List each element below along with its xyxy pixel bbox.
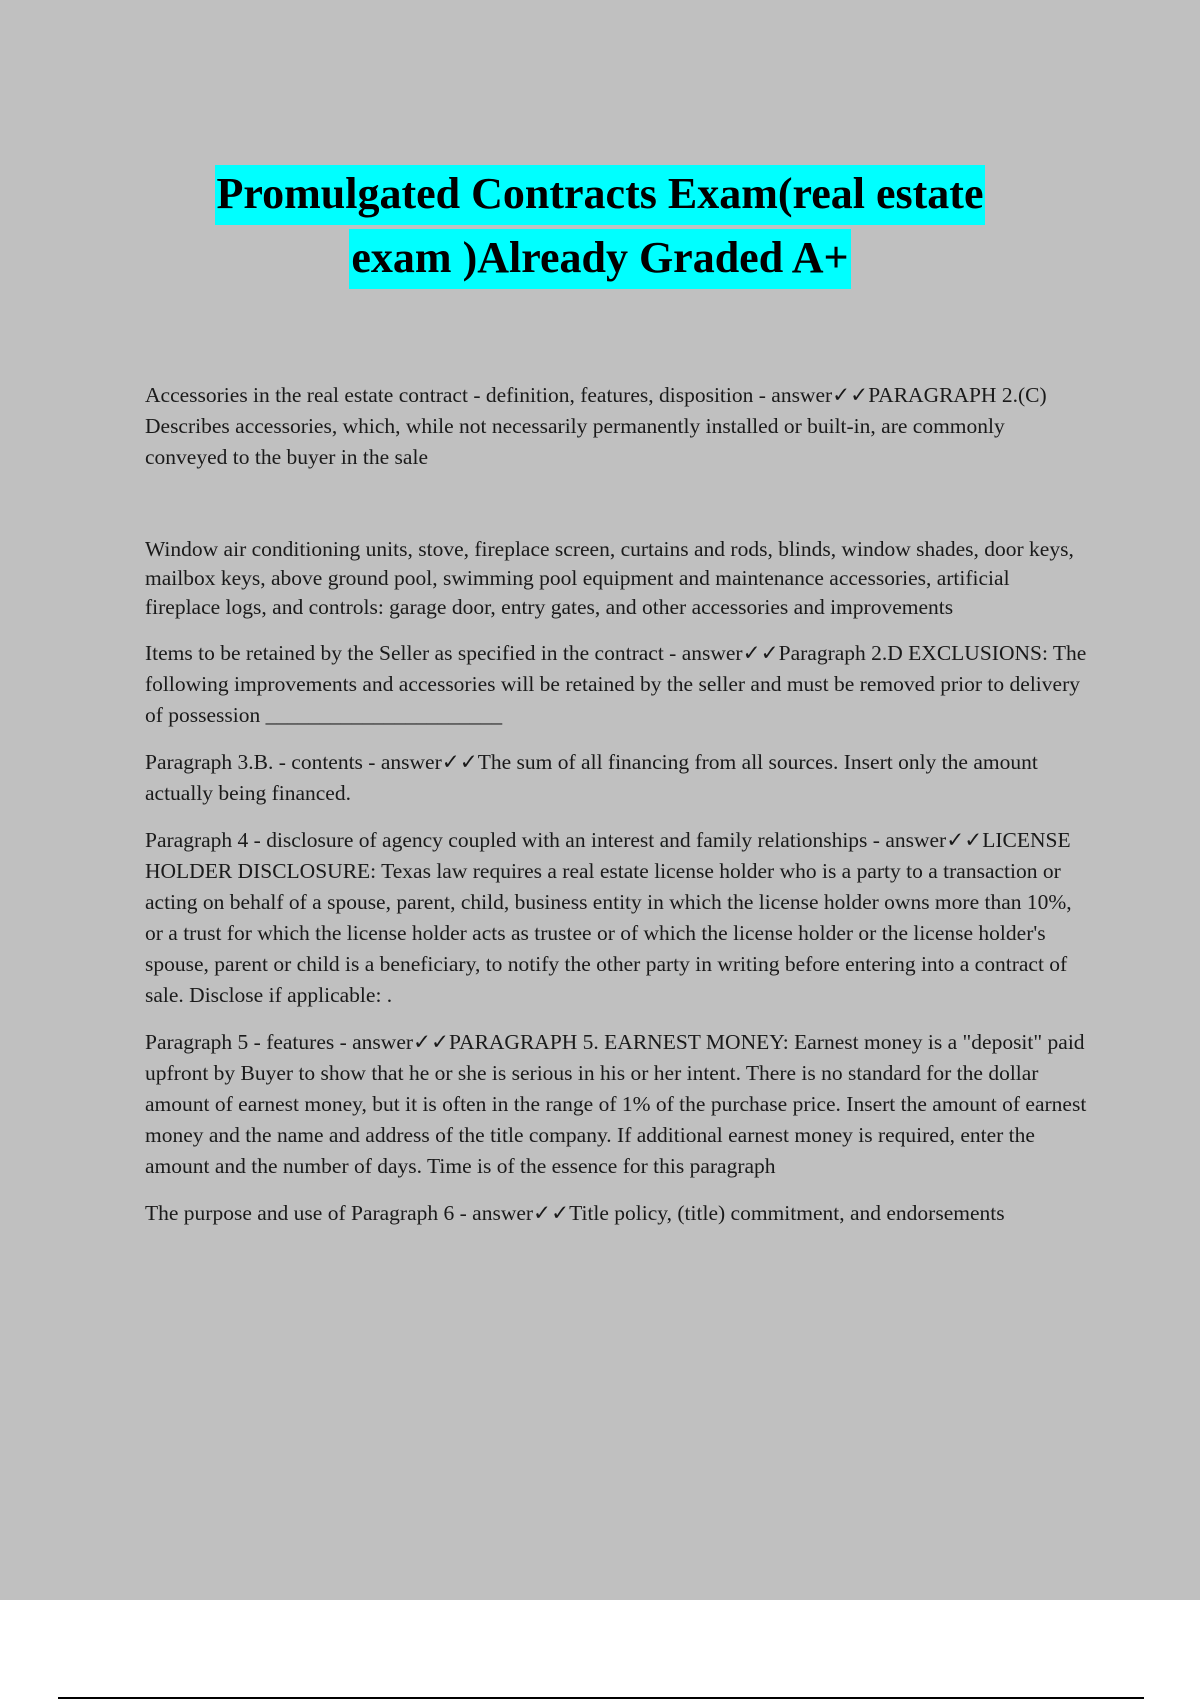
paragraph-3b: Paragraph 3.B. - contents - answer✓✓The sum of all financing from all sources. Insert only the amount actually being financed. bbox=[145, 750, 1038, 805]
paragraph-accessories-list: Window air conditioning units, stove, fireplace screen, curtains and rods, blinds, window shades, door keys, mailbox keys, above ground pool, swimming pool equipment and maintenance accessories, artificial fireplace logs, and controls: garage door, entry gates, and other accessories and improvements bbox=[145, 537, 1074, 619]
document-title bbox=[0, 165, 1200, 289]
footer-divider bbox=[58, 1697, 1144, 1699]
document-body bbox=[145, 380, 1090, 1245]
title-line-1: Promulgated Contracts Exam(real estate bbox=[215, 165, 986, 225]
paragraph-exclusions: Items to be retained by the Seller as specified in the contract - answer✓✓Paragraph 2.D EXCLUSIONS: The following improvements and accessories will be retained by the seller and must be removed prior to delivery of possession ______________________ bbox=[145, 641, 1087, 727]
paragraph-accessories: Accessories in the real estate contract - definition, features, disposition - answer✓✓PARAGRAPH 2.(C) Describes accessories, which, while not necessarily permanently installed or built-in, are commonly conveyed to the buyer in the sale bbox=[145, 383, 1047, 469]
paragraph-4: Paragraph 4 - disclosure of agency coupled with an interest and family relationships - answer✓✓LICENSE HOLDER DISCLOSURE: Texas law requires a real estate license holder who is a party to a transaction or acting on behalf of a spouse, parent, child, business entity in which the license holder owns more than 10%, or a trust for which the license holder acts as trustee or of which the license holder or the license holder's spouse, parent or child is a beneficiary, to notify the other party in writing before entering into a contract of sale. Disclose if applicable: . bbox=[145, 828, 1072, 1007]
paragraph-5: Paragraph 5 - features - answer✓✓PARAGRAPH 5. EARNEST MONEY: Earnest money is a "deposit" paid upfront by Buyer to show that he or she is serious in his or her intent. There is no standard for the dollar amount of earnest money, but it is often in the range of 1% of the purchase price. Insert the amount of earnest money and the name and address of the title company. If additional earnest money is required, enter the amount and the number of days. Time is of the essence for this paragraph bbox=[145, 1030, 1087, 1178]
title-line-2: exam )Already Graded A+ bbox=[349, 229, 850, 289]
paragraph-6: The purpose and use of Paragraph 6 - answer✓✓Title policy, (title) commitment, and endorsements bbox=[145, 1201, 1005, 1225]
